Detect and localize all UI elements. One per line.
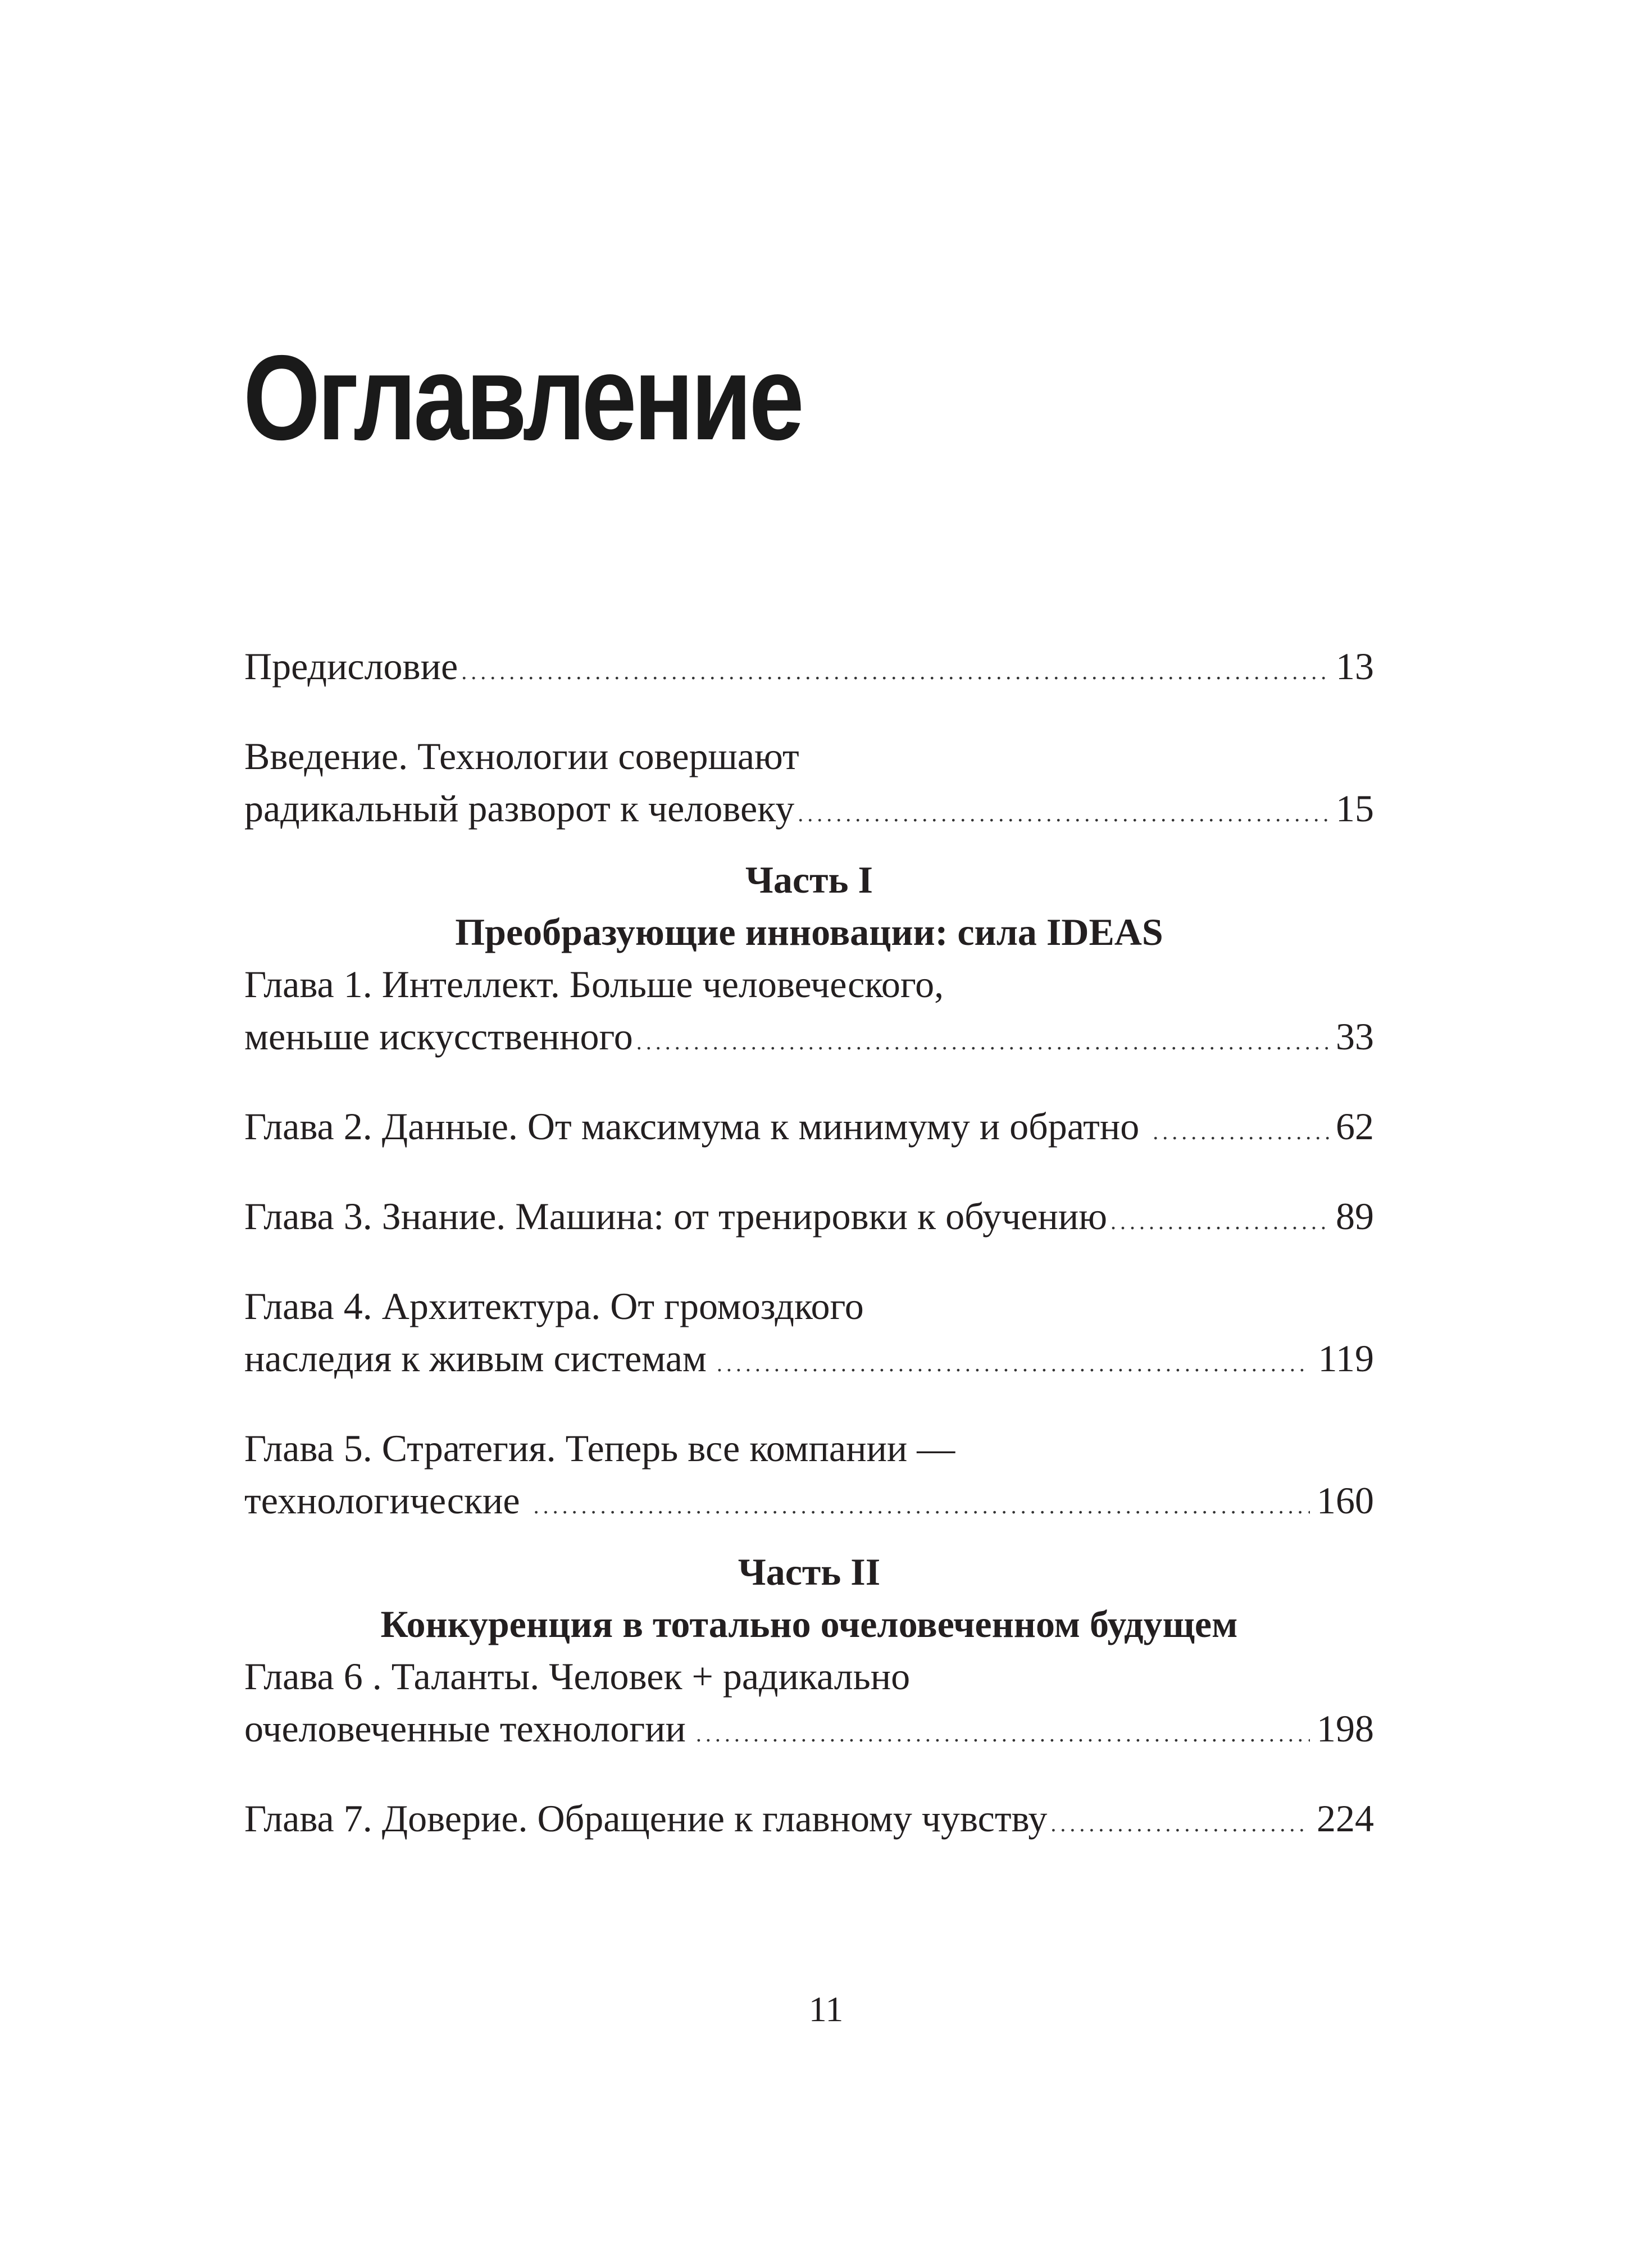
toc-entry-title: Глава 5. Стратегия. Теперь все компании — [244, 1427, 955, 1470]
toc-page-number: 224 [1317, 1797, 1374, 1840]
part-label: Часть II [738, 1550, 881, 1593]
toc-entry-title: Введение. Технологии совершают [244, 735, 799, 777]
toc-entry-chapter-1[interactable] [244, 958, 1374, 1063]
toc-page-number: 62 [1336, 1105, 1374, 1148]
toc-entry-title-cont: очеловеченные технологии [244, 1707, 686, 1750]
toc-entry-title: Глава 1. Интеллект. Больше человеческого, [244, 963, 944, 1006]
part-title: Конкуренция в тотально очеловеченном будущем [380, 1603, 1238, 1645]
part-label: Часть I [745, 858, 873, 901]
toc-entry-title-cont: наследия к живым системам [244, 1337, 707, 1380]
dot-leader [717, 1353, 1305, 1375]
toc-entry-title: Глава 6 . Таланты. Человек + радикально [244, 1655, 911, 1698]
toc-entry-preface[interactable] [244, 640, 1374, 693]
toc-page-number: 119 [1318, 1337, 1374, 1380]
toc-entry-title: Глава 3. Знание. Машина: от тренировки к обучению [244, 1195, 1108, 1238]
table-of-contents [244, 640, 1374, 1845]
toc-entry-title: Глава 2. Данные. От максимума к минимуму и обратно [244, 1105, 1140, 1148]
toc-entry-chapter-7[interactable] [244, 1793, 1374, 1845]
toc-entry-title: Глава 4. Архитектура. От громоздкого [244, 1285, 864, 1327]
toc-page-number: 198 [1317, 1707, 1374, 1750]
dot-leader [696, 1723, 1310, 1745]
toc-page-number: 160 [1317, 1479, 1374, 1522]
dot-leader [798, 803, 1329, 825]
toc-entry-intro[interactable] [244, 730, 1374, 835]
toc-page-number: 33 [1336, 1015, 1374, 1058]
dot-leader [1050, 1813, 1310, 1835]
toc-entry-chapter-5[interactable] [244, 1422, 1374, 1527]
toc-entry-title: Глава 7. Доверие. Обращение к главному чувству [244, 1797, 1048, 1840]
toc-entry-chapter-2[interactable] [244, 1100, 1374, 1153]
toc-entry-title-cont: радикальный разворот к человеку [244, 787, 795, 830]
dot-leader [636, 1031, 1329, 1053]
toc-entry-chapter-6[interactable] [244, 1650, 1374, 1755]
toc-page-number: 15 [1336, 787, 1374, 830]
toc-entry-title-cont: технологические [244, 1479, 520, 1522]
dot-leader [534, 1495, 1310, 1517]
toc-entry-title: Предисловие [244, 645, 458, 688]
toc-entry-title-cont: меньше искусственного [244, 1015, 633, 1058]
dot-leader [461, 661, 1329, 683]
page-title: Оглавление [243, 330, 802, 465]
page-number: 11 [808, 1989, 844, 2029]
dot-leader [1153, 1121, 1329, 1143]
toc-page-number: 89 [1336, 1195, 1374, 1238]
toc-entry-chapter-4[interactable] [244, 1280, 1374, 1385]
part-title: Преобразующие инновации: сила IDEAS [455, 911, 1163, 953]
toc-entry-chapter-3[interactable] [244, 1190, 1374, 1243]
dot-leader [1111, 1211, 1329, 1233]
toc-page-number: 13 [1336, 645, 1374, 688]
